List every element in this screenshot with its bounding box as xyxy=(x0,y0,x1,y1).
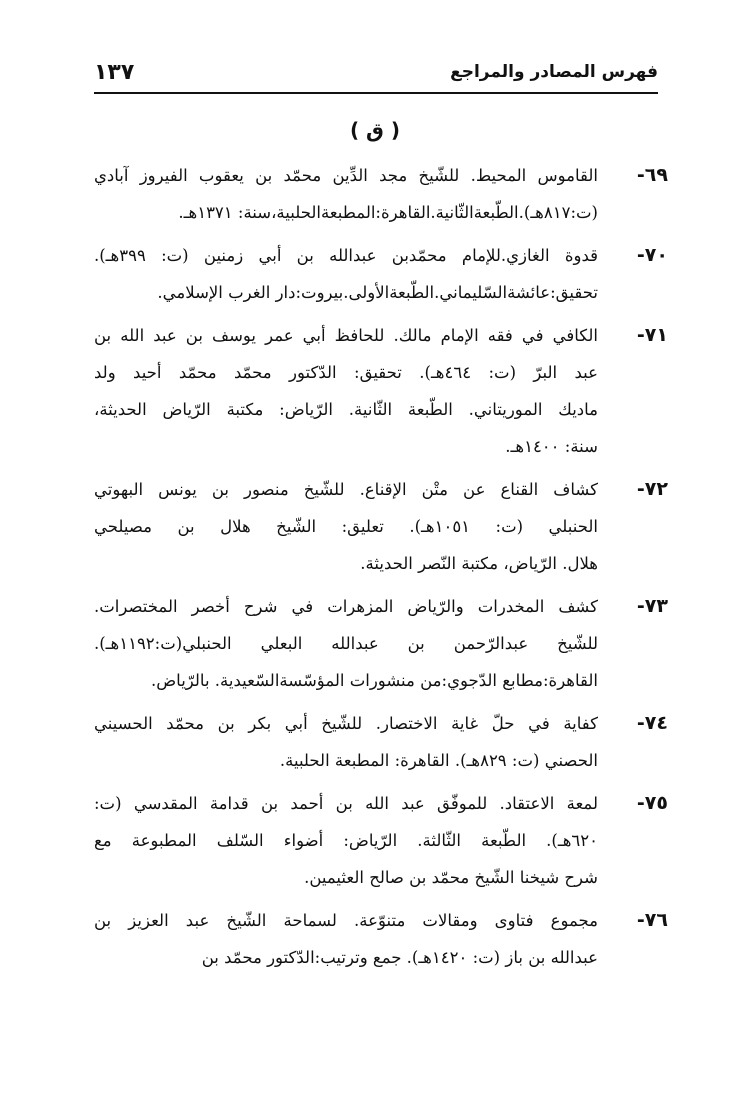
bibliography-entry xyxy=(94,902,668,976)
running-header xyxy=(94,58,658,94)
entry-line: الحصني (ت: ٨٢٩هـ). القاهرة: المطبعة الحلبية. xyxy=(279,751,598,770)
entry-number: ٧٦- xyxy=(636,909,668,931)
entry-text xyxy=(94,902,598,976)
entry-text xyxy=(94,471,598,582)
entry-line: الكافي في فقه الإمام مالك. للحافظ أبي عمر يوسف بن عبد الله بن xyxy=(94,326,598,345)
entry-line: عبد البرّ (ت: ٤٦٤هـ). تحقيق: الدّكتور محمّد محمّد أحيد ولد xyxy=(94,363,598,382)
entry-line: القاموس المحيط. للشّيخ مجد الدِّين محمّد بن يعقوب الفيروز آبادي xyxy=(94,166,598,185)
bibliography-entry xyxy=(94,471,668,582)
entry-line: عبدالله بن باز (ت: ١٤٢٠هـ). جمع وترتيب:الدّكتور محمّد بن xyxy=(201,948,598,967)
entry-line: قدوة الغازي.للإمام محمّدبن عبدالله بن أبي زمنين (ت: ٣٩٩هـ). xyxy=(94,246,598,265)
entry-line: الحنبلي (ت: ١٠٥١هـ). تعليق: الشّيخ هلال بن مصيلحي xyxy=(94,517,598,536)
bibliography-entry xyxy=(94,317,668,465)
entry-number: ٧٢- xyxy=(636,478,668,500)
entry-number: ٧٣- xyxy=(636,595,668,617)
running-title: فهرس المصادر والمراجع xyxy=(450,62,658,82)
entry-line: ٦٢٠هـ). الطّبعة الثّالثة. الرّياض: أضواء السّلف المطبوعة مع xyxy=(94,831,598,850)
entry-text xyxy=(94,588,598,699)
entry-line: للشّيخ عبدالرّحمن بن عبدالله البعلي الحنبلي(ت:١١٩٢هـ). xyxy=(94,634,598,653)
entry-text xyxy=(94,317,598,465)
entry-text xyxy=(94,157,598,231)
entry-line: مجموع فتاوى ومقالات متنوّعة. لسماحة الشّيخ عبد العزيز بن xyxy=(94,911,598,930)
entry-number: ٧٠- xyxy=(636,244,668,266)
entry-number: ٧١- xyxy=(636,324,668,346)
entry-number: ٧٤- xyxy=(636,712,668,734)
entry-line: (ت:٨١٧هـ).الطّبعةالثّانية.القاهرة:المطبعةالحلبية،سنة: ١٣٧١هـ. xyxy=(178,203,598,222)
entry-line: كشف المخدرات والرّياض المزهرات في شرح أخصر المختصرات. xyxy=(94,597,598,616)
bibliography-entry xyxy=(94,785,668,896)
page-number: ١٣٧ xyxy=(94,60,135,85)
entry-line: كشاف القناع عن متْن الإقناع. للشّيخ منصور بن يونس البهوتي xyxy=(94,480,598,499)
entry-text xyxy=(94,785,598,896)
entry-line: تحقيق:عائشةالسّليماني.الطّبعةالأولى.بيروت:دار الغرب الإسلامي. xyxy=(157,283,598,302)
entry-line: كفاية في حلّ غاية الاختصار. للشّيخ أبي بكر بن محمّد الحسيني xyxy=(94,714,598,733)
bibliography-entry xyxy=(94,157,668,231)
entry-line: هلال. الرّياض، مكتبة النّصر الحديثة. xyxy=(360,554,598,573)
entry-line: شرح شيخنا الشّيخ محمّد بن صالح العثيمين. xyxy=(304,868,598,887)
entry-line: القاهرة:مطابع الدّجوي:من منشورات المؤسّسةالسّعيدية. بالرّياض. xyxy=(150,671,598,690)
entry-line: لمعة الاعتقاد. للموفّق عبد الله بن أحمد بن قدامة المقدسي (ت: xyxy=(94,794,598,813)
section-heading: ( ق ) xyxy=(349,118,401,142)
entry-text xyxy=(94,705,598,779)
entry-text xyxy=(94,237,598,311)
entry-number: ٧٥- xyxy=(636,792,668,814)
bibliography-entry xyxy=(94,705,668,779)
bibliography-entry xyxy=(94,588,668,699)
bibliography-list xyxy=(94,157,668,982)
entry-line: سنة: ١٤٠٠هـ. xyxy=(505,437,598,456)
entry-number: ٦٩- xyxy=(636,164,668,186)
entry-line: ماديك الموريتاني. الطّبعة الثّانية. الرّياض: مكتبة الرّياض الحديثة، xyxy=(94,400,598,419)
bibliography-entry xyxy=(94,237,668,311)
